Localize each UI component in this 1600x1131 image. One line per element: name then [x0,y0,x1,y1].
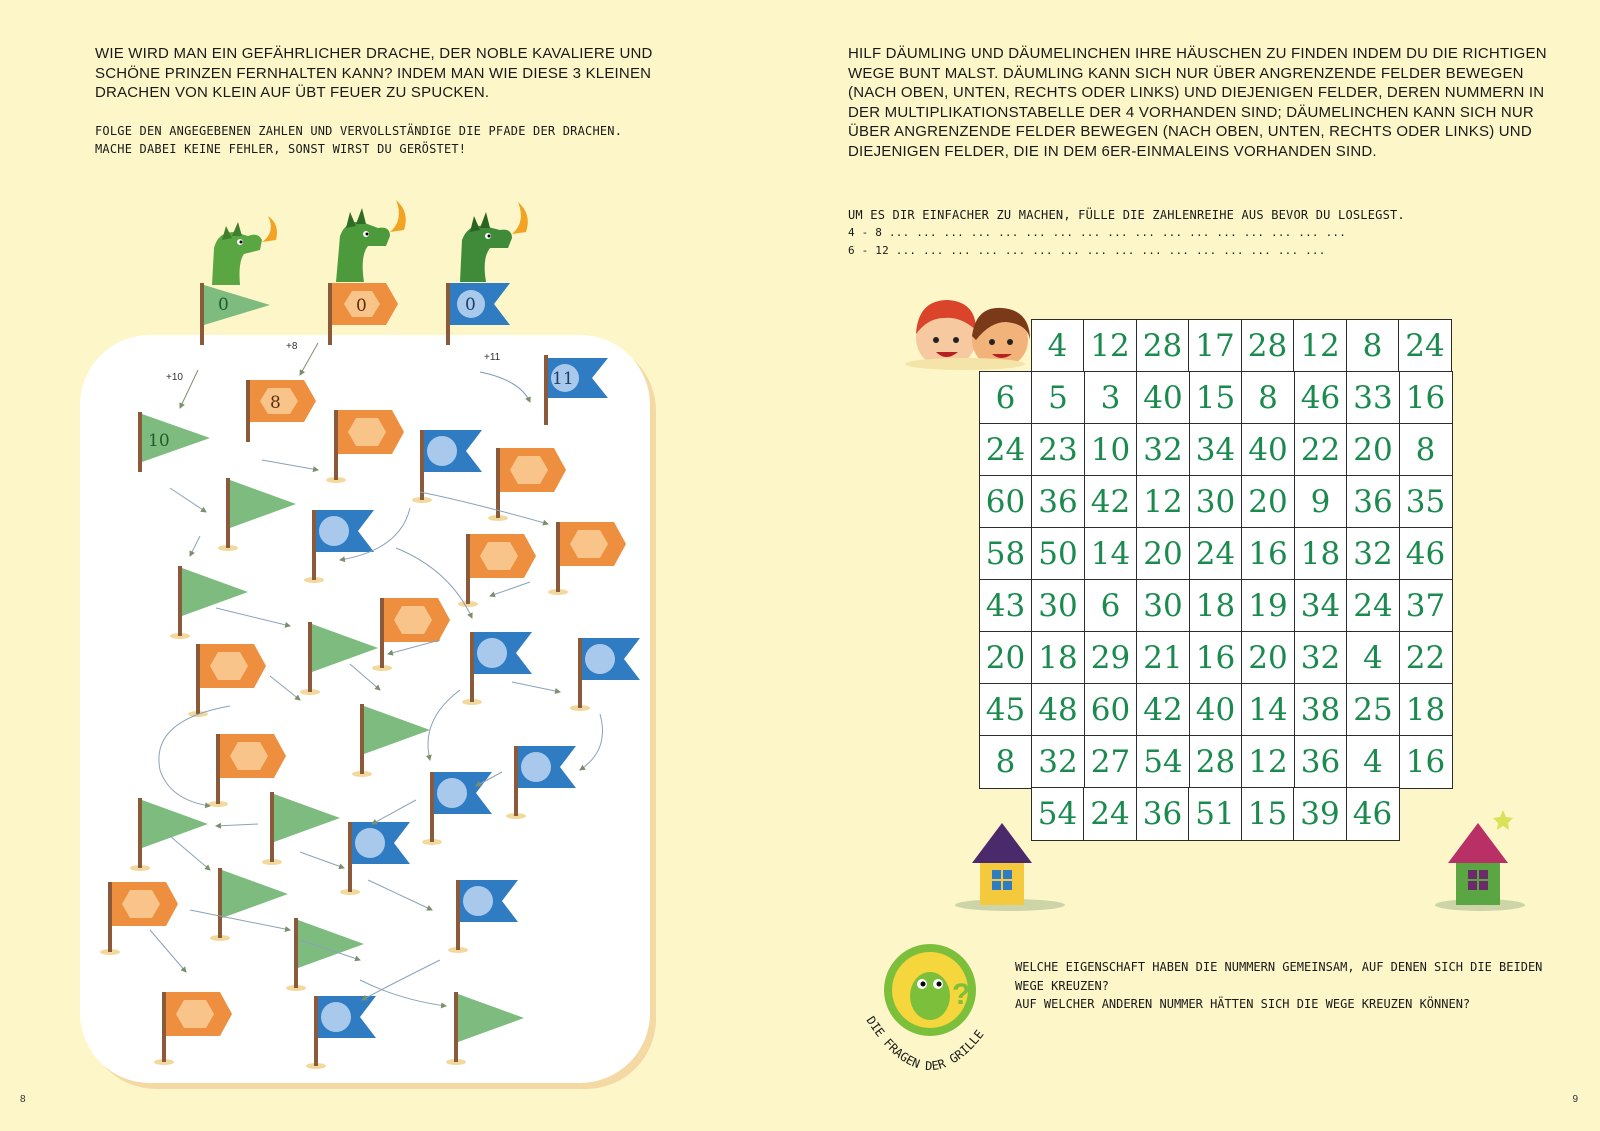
grid-cell[interactable]: 33 [1346,371,1400,425]
start-label-orange: 0 [356,296,367,316]
grid-cell[interactable]: 32 [1294,631,1348,685]
grid-cell[interactable]: 27 [1084,735,1138,789]
grid-cell[interactable]: 16 [1189,631,1243,685]
grid-row [1032,788,1400,842]
grid-cell[interactable]: 21 [1136,631,1190,685]
grid-row [1032,320,1452,374]
grid-cell[interactable]: 12 [1241,735,1295,789]
grid-cell[interactable]: 50 [1031,527,1085,581]
fill-row-6[interactable]: 6 - 12 ... ... ... ... ... ... ... ... ... ... ... ... ... ... ... ... [848,244,1326,257]
grid-cell[interactable]: 20 [1241,475,1295,529]
grid-cell[interactable]: 38 [1294,683,1348,737]
grid-row [980,580,1453,634]
grid-cell[interactable]: 16 [1399,735,1453,789]
grid-cell[interactable]: 18 [1189,579,1243,633]
grid-cell[interactable]: 20 [1346,423,1400,477]
grid-cell[interactable]: 40 [1189,683,1243,737]
flag-label-10: 10 [148,431,170,451]
grid-cell[interactable]: 3 [1084,371,1138,425]
flag-label-8: 8 [270,393,281,413]
grid-cell[interactable]: 42 [1084,475,1138,529]
flag-label-11: 11 [552,369,574,389]
grid-cell[interactable]: 8 [1399,423,1453,477]
grid-cell[interactable]: 30 [1189,475,1243,529]
grid-cell[interactable]: 32 [1031,735,1085,789]
instruction-line-2: MACHE DABEI KEINE FEHLER, SONST WIRST DU GERÖSTET! [95,142,467,156]
grid-cell[interactable]: 12 [1083,319,1137,373]
svg-text:?: ? [952,978,971,1011]
cricket-questions [1015,958,1555,1014]
grid-cell[interactable]: 12 [1136,475,1190,529]
grid-cell[interactable]: 6 [1084,579,1138,633]
grid-cell[interactable]: 36 [1136,787,1190,841]
hint-text: UM ES DIR EINFACHER ZU MACHEN, FÜLLE DIE ZAHLENREIHE AUS BEVOR DU LOSLEGST. [848,208,1405,222]
grid-cell[interactable]: 40 [1136,371,1190,425]
grid-cell[interactable]: 28 [1136,319,1190,373]
grid-row [980,476,1453,530]
grid-cell[interactable]: 8 [979,735,1033,789]
grid-cell[interactable]: 51 [1188,787,1242,841]
grid-cell[interactable]: 46 [1346,787,1400,841]
grid-cell[interactable]: 17 [1188,319,1242,373]
grid-cell[interactable]: 58 [979,527,1033,581]
badge-text: DIE FRAGEN DER GRILLE [863,1013,987,1074]
grid-cell[interactable]: 24 [1346,579,1400,633]
start-label-green: 0 [218,295,229,315]
grid-cell[interactable]: 46 [1294,371,1348,425]
grid-cell[interactable]: 30 [1136,579,1190,633]
grid-cell[interactable]: 4 [1031,319,1085,373]
grid-row [980,632,1453,686]
fill-row-4[interactable]: 4 - 8 ... ... ... ... ... ... ... ... ... ... ... ... ... ... ... ... ... [848,226,1347,239]
grid-cell[interactable]: 60 [1084,683,1138,737]
kids-faces-icon [905,300,1030,370]
grid-row [980,424,1453,478]
grid-cell[interactable]: 60 [979,475,1033,529]
grid-cell[interactable]: 6 [979,371,1033,425]
question-1: WELCHE EIGENSCHAFT HABEN DIE NUMMERN GEMEINSAM, AUF DENEN SICH DIE BEIDEN WEGE KREUZEN? [1015,960,1543,993]
grid-cell[interactable]: 35 [1399,475,1453,529]
grid-cell[interactable]: 36 [1294,735,1348,789]
step-label-green: +10 [166,372,183,383]
step-label-blue: +11 [484,352,501,363]
grid-cell[interactable]: 16 [1399,371,1453,425]
grid-cell[interactable]: 43 [979,579,1033,633]
right-intro-text: HILF DÄUMLING UND DÄUMELINCHEN IHRE HÄUSCHEN ZU FINDEN INDEM DU DIE RICHTIGEN WEGE BUNT MALST. DÄUMLING KANN SICH NUR ÜBER ANGRENZENDE FELDER BEWEGEN (NACH OBEN, UNTEN, RECHTS ODER LINKS) UND DIEJENIGEN FELDER, DEREN NUMMERN IN DER MULTIPLIKATIONSTABELLE DER 4 VORHANDEN SIND; DÄUMELINCHEN KANN SICH NUR ÜBER ANGRENZENDE FELDER BEWEGEN (NACH OBEN, UNTEN, RECHTS ODER LINKS) UND DIEJENIGEN FELDER, DIE IN DEM 6ER-EINMALEINS VORHANDEN SIND. [848,45,1547,160]
house-right-icon [1435,810,1525,911]
grid-cell[interactable]: 42 [1136,683,1190,737]
grid-cell[interactable]: 34 [1189,423,1243,477]
grid-cell[interactable]: 9 [1294,475,1348,529]
grid-cell[interactable]: 34 [1294,579,1348,633]
grid-cell[interactable]: 37 [1399,579,1453,633]
left-intro-text: WIE WIRD MAN EIN GEFÄHRLICHER DRACHE, DER NOBLE KAVALIERE UND SCHÖNE PRINZEN FERNHALTEN KANN? INDEM MAN WIE DIESE 3 KLEINEN DRACHEN VON KLEIN AUF ÜBT FEUER ZU SPUCKEN. [95,45,653,101]
grid-cell[interactable]: 28 [1241,319,1295,373]
page-number-right: 9 [1572,1094,1578,1105]
grid-cell[interactable]: 18 [1294,527,1348,581]
grid-cell[interactable]: 18 [1399,683,1453,737]
grid-cell[interactable]: 24 [1398,319,1452,373]
grid-cell[interactable]: 8 [1241,371,1295,425]
start-label-blue: 0 [465,295,476,315]
grid-cell[interactable]: 39 [1293,787,1347,841]
grid-cell[interactable]: 14 [1241,683,1295,737]
page-number-left: 8 [20,1094,26,1105]
grid-cell[interactable]: 54 [1031,787,1085,841]
grid-cell[interactable]: 20 [979,631,1033,685]
grid-cell[interactable]: 5 [1031,371,1085,425]
grid-cell[interactable]: 25 [1346,683,1400,737]
grid-cell[interactable]: 18 [1031,631,1085,685]
grid-cell[interactable]: 32 [1136,423,1190,477]
grid-cell[interactable]: 36 [1031,475,1085,529]
grid-cell[interactable]: 8 [1346,319,1400,373]
step-label-orange: +8 [286,341,298,352]
grid-cell[interactable]: 10 [1084,423,1138,477]
grid-cell[interactable]: 29 [1084,631,1138,685]
grid-cell[interactable]: 12 [1293,319,1347,373]
grid-cell[interactable]: 24 [979,423,1033,477]
grid-cell[interactable]: 36 [1346,475,1400,529]
grid-cell[interactable]: 28 [1189,735,1243,789]
grid-cell[interactable]: 23 [1031,423,1085,477]
grid-cell[interactable]: 46 [1399,527,1453,581]
grid-cell[interactable]: 45 [979,683,1033,737]
grid-cell[interactable]: 22 [1294,423,1348,477]
grid-cell[interactable]: 16 [1241,527,1295,581]
cricket-badge-caption [850,990,1010,1110]
grid-cell[interactable]: 40 [1241,423,1295,477]
grid-row [980,736,1453,790]
grid-cell[interactable]: 14 [1084,527,1138,581]
svg-text:DIE FRAGEN DER GRILLE [864,1014,987,1073]
grid-cell[interactable]: 24 [1083,787,1137,841]
question-2: AUF WELCHER ANDEREN NUMMER HÄTTEN SICH DIE WEGE KREUZEN KÖNNEN? [1015,997,1471,1011]
grid-cell[interactable]: 20 [1136,527,1190,581]
grid-cell[interactable]: 4 [1346,735,1400,789]
grid-row [980,684,1453,738]
grid-row [980,528,1453,582]
grid-cell[interactable]: 15 [1241,787,1295,841]
grid-cell[interactable]: 24 [1189,527,1243,581]
grid-cell[interactable]: 32 [1346,527,1400,581]
grid-cell[interactable]: 19 [1241,579,1295,633]
grid-row [980,372,1453,426]
instruction-line-1: FOLGE DEN ANGEGEBENEN ZAHLEN UND VERVOLLSTÄNDIGE DIE PFADE DER DRACHEN. [95,124,623,138]
grid-cell[interactable]: 22 [1399,631,1453,685]
grid-cell[interactable]: 4 [1346,631,1400,685]
grid-cell[interactable]: 15 [1189,371,1243,425]
grid-cell[interactable]: 30 [1031,579,1085,633]
grid-cell[interactable]: 54 [1136,735,1190,789]
grid-cell[interactable]: 48 [1031,683,1085,737]
grid-cell[interactable]: 20 [1241,631,1295,685]
